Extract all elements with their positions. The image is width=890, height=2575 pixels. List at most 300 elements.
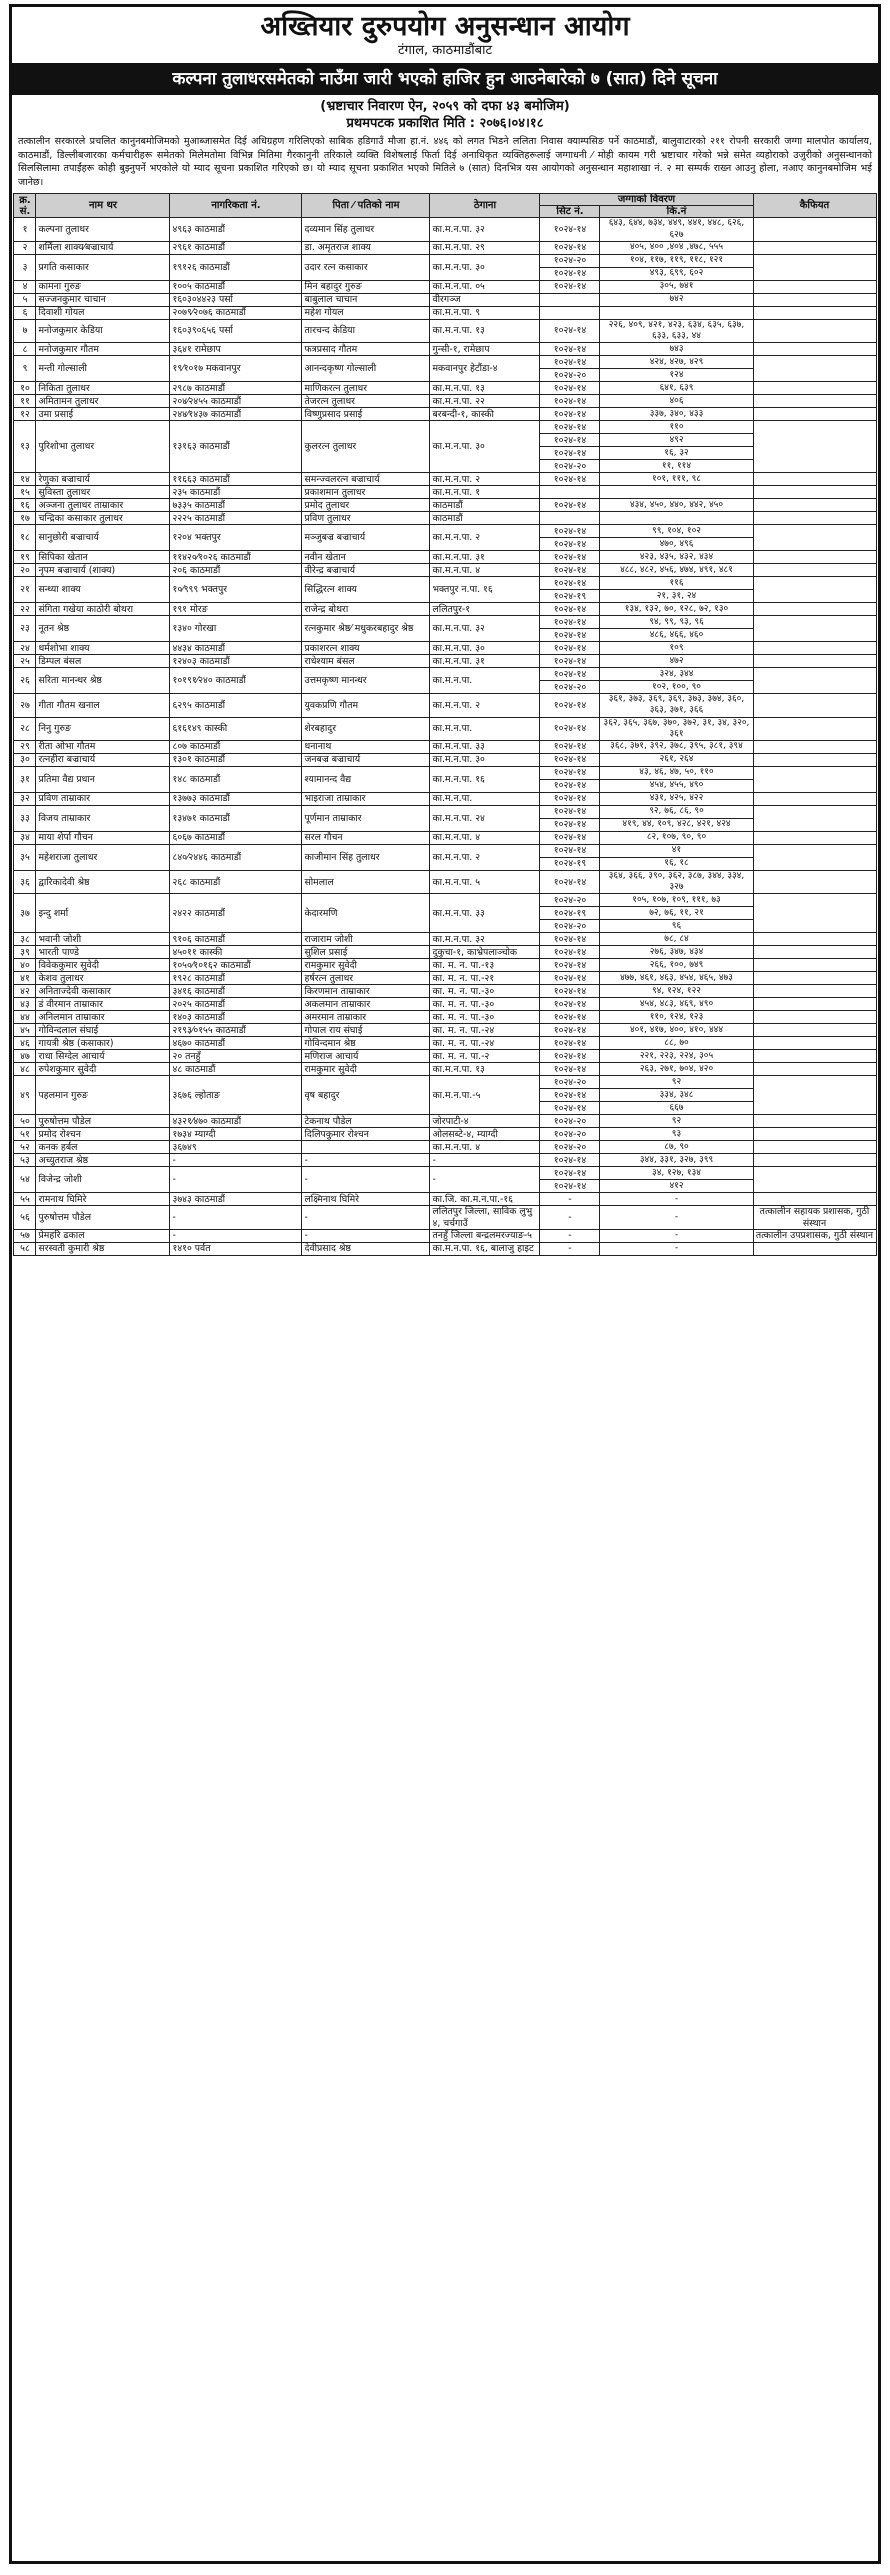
cell-address: का.म.न.पा. ३० <box>430 421 540 473</box>
col-parent: पिता ⁄ पतिको नाम <box>302 194 430 218</box>
cell-kitta: ४०१, ४१७, ४००, ४१०, ४४४ <box>600 1024 753 1037</box>
cell-sheet: १०२४-१४ <box>540 806 600 819</box>
cell-sn: ५१ <box>14 1128 36 1141</box>
cell-name: सुविस्ता तुलाधर <box>36 486 170 499</box>
cell-remarks <box>753 1076 876 1115</box>
cell-kitta: ६६७ <box>600 1102 753 1115</box>
cell-citizenship: २४४⁄१४३७ काठमाडौं <box>170 408 302 421</box>
cell-citizenship: १२४०३ काठमाडौं <box>170 655 302 668</box>
cell-kitta: १०१, १११, ९८ <box>600 473 753 486</box>
cell-address: का. म. न. पा.-१३ <box>430 959 540 972</box>
cell-sn: ९ <box>14 356 36 382</box>
cell-name: सन्ध्या शाक्य <box>36 577 170 603</box>
cell-kitta: ३२४, ३४४ <box>600 668 753 681</box>
cell-name: अनिताज्देवी कसाकार <box>36 985 170 998</box>
cell-sheet: १०२४-२० <box>540 1115 600 1128</box>
publication-date: प्रथमपटक प्रकाशित मिति : २०७६।०४।१८ <box>346 116 544 131</box>
cell-remarks <box>753 1037 876 1050</box>
cell-citizenship: ६१६१४९ कास्की <box>170 717 302 740</box>
cell-name: दिवाशी गोयल <box>36 306 170 319</box>
cell-remarks <box>753 894 876 933</box>
cell-remarks <box>753 694 876 717</box>
cell-remarks <box>753 1154 876 1167</box>
cell-remarks: तत्कालीन उपप्रशासक, गुठी संस्थान <box>753 1229 876 1242</box>
cell-sn: ८ <box>14 343 36 356</box>
cell-parent: सुशिल प्रसाई <box>302 946 430 959</box>
table-row <box>14 1206 876 1229</box>
cell-parent: श्यामानन्द वैद्य <box>302 767 430 793</box>
cell-sheet: १०२४-१४ <box>540 998 600 1011</box>
cell-name: धर्मशोभा शाक्य <box>36 642 170 655</box>
cell-name: निनु गुरुङ <box>36 717 170 740</box>
cell-citizenship: १३७७३ काठमाडौं <box>170 793 302 806</box>
cell-address: का.म.न.पा. १६ <box>430 767 540 793</box>
cell-remarks <box>753 754 876 767</box>
cell-sheet <box>540 306 600 319</box>
cell-sn: ४८ <box>14 1063 36 1076</box>
cell-sheet: १०२४-१४ <box>540 1167 600 1180</box>
cell-sheet: १०२४-१४ <box>540 1102 600 1115</box>
cell-sheet: १०२४-१४ <box>540 1180 600 1193</box>
cell-remarks <box>753 512 876 525</box>
cell-citizenship: १३४० गोरखा <box>170 616 302 642</box>
cell-address: ललितपुर-१ <box>430 603 540 616</box>
cell-address: का.म.न.पा. <box>430 793 540 806</box>
cell-address: काठमाडौं <box>430 499 540 512</box>
cell-citizenship: १७३४ म्याग्दी <box>170 1128 302 1141</box>
cell-sheet: १०२४-२० <box>540 369 600 382</box>
cell-citizenship: ४३२१⁄४७० काठमाडौं <box>170 1115 302 1128</box>
cell-address: मकवानपुर हेटौंडा-४ <box>430 356 540 382</box>
cell-citizenship: १०⁄९९९ भक्तपुर <box>170 577 302 603</box>
cell-remarks <box>753 473 876 486</box>
cell-address: ओलसब्टे-४, म्याग्दी <box>430 1128 540 1141</box>
cell-sheet: १०२४-१४ <box>540 499 600 512</box>
cell-sheet <box>540 512 600 525</box>
cell-sheet: - <box>540 1242 600 1255</box>
cell-sn: १८ <box>14 525 36 551</box>
cell-address: का.म.न.पा. २ <box>430 694 540 717</box>
cell-parent: दिलिपकुमार रोश्चन <box>302 1128 430 1141</box>
cell-citizenship: २९८७ काठमाडौं <box>170 382 302 395</box>
cell-sheet: १०२४-१४ <box>540 267 600 280</box>
cell-name: उमा प्रसाई <box>36 408 170 421</box>
cell-remarks <box>753 1128 876 1141</box>
cell-name: रत्नहीरा बज्राचार्य <box>36 754 170 767</box>
table-row <box>14 871 876 894</box>
table-row <box>14 319 876 342</box>
cell-citizenship: १६०३०४४२३ पर्सा <box>170 293 302 306</box>
cell-name: सज्जनकुमार चाचान <box>36 293 170 306</box>
cell-sheet: १०२४-१४ <box>540 832 600 845</box>
cell-remarks <box>753 293 876 306</box>
cell-sheet <box>540 293 600 306</box>
cell-citizenship: १२०४ भक्तपुर <box>170 525 302 551</box>
cell-address: का.म.न.पा. ३३ <box>430 741 540 754</box>
table-row <box>14 499 876 512</box>
table-row <box>14 741 876 754</box>
cell-name: नूतन श्रेष्ठ <box>36 616 170 642</box>
cell-parent: - <box>302 1229 430 1242</box>
cell-citizenship: १९२८ काठमाडौं <box>170 972 302 985</box>
cell-remarks <box>753 241 876 254</box>
cell-address: - <box>430 1154 540 1167</box>
table-row <box>14 343 876 356</box>
cell-remarks <box>753 806 876 832</box>
cell-address: - <box>430 1167 540 1193</box>
notice-table <box>13 193 876 1256</box>
table-row <box>14 551 876 564</box>
cell-name: कनक हर्बल <box>36 1141 170 1154</box>
cell-sn: ५८ <box>14 1242 36 1255</box>
cell-remarks <box>753 218 876 241</box>
cell-remarks <box>753 655 876 668</box>
cell-address: का.म.न.पा. ९ <box>430 306 540 319</box>
cell-address: बरबन्दी-१, कास्की <box>430 408 540 421</box>
cell-sn: ३५ <box>14 845 36 871</box>
cell-sn: २५ <box>14 655 36 668</box>
cell-address: का.म.न.पा. ३३ <box>430 894 540 933</box>
table-row <box>14 694 876 717</box>
cell-citizenship: १६०३९०६५६ पर्सा <box>170 319 302 342</box>
cell-kitta: ४१ <box>600 845 753 858</box>
cell-kitta: ३३४, ३४८ <box>600 1089 753 1102</box>
cell-sn: ११ <box>14 395 36 408</box>
cell-sheet: १०२४-१४ <box>540 972 600 985</box>
cell-parent: मिन बहादुर गुरुङ <box>302 280 430 293</box>
cell-citizenship: १०५०⁄१०१६२ काठमाडौं <box>170 959 302 972</box>
cell-kitta: ४७२ <box>600 655 753 668</box>
cell-address: का.म.न.पा. ३१ <box>430 655 540 668</box>
cell-parent: प्रकाशरत्न शाक्य <box>302 642 430 655</box>
cell-sn: १ <box>14 218 36 241</box>
cell-sn: १७ <box>14 512 36 525</box>
cell-kitta: १०२, १००, ९० <box>600 681 753 694</box>
cell-sheet: १०२४-१४ <box>540 1011 600 1024</box>
table-row <box>14 1063 876 1076</box>
cell-name: अमितामन तुलाधर <box>36 395 170 408</box>
cell-kitta: - <box>600 1206 753 1229</box>
cell-remarks <box>753 1063 876 1076</box>
cell-kitta: ४९३, ६९९, ६०२ <box>600 267 753 280</box>
table-row <box>14 577 876 590</box>
col-address: ठेगाना <box>430 194 540 218</box>
cell-remarks <box>753 1024 876 1037</box>
table-row <box>14 218 876 241</box>
cell-sn: ५७ <box>14 1229 36 1242</box>
cell-citizenship: - <box>170 1206 302 1229</box>
cell-citizenship: ८४०⁄२४४६ काठमाडौं <box>170 845 302 871</box>
cell-remarks <box>753 408 876 421</box>
cell-parent: किरणमान ताम्राकार <box>302 985 430 998</box>
cell-name: विजय ताम्राकार <box>36 806 170 832</box>
cell-remarks <box>753 421 876 473</box>
cell-remarks <box>753 959 876 972</box>
cell-parent: गोविन्दमान श्रेष्ठ <box>302 1037 430 1050</box>
cell-parent: आनन्दकृष्ण गोल्साली <box>302 356 430 382</box>
cell-address: का. म. न. पा.-२ <box>430 1050 540 1063</box>
cell-citizenship: १३१६३ काठमाडौं <box>170 421 302 473</box>
cell-name: प्रेमहरि ढकाल <box>36 1229 170 1242</box>
cell-parent: अकलमान ताम्राकार <box>302 998 430 1011</box>
cell-sheet: १०२४-१४ <box>540 616 600 629</box>
cell-citizenship: ३४१६ काठमाडौं <box>170 985 302 998</box>
table-row <box>14 985 876 998</box>
cell-remarks <box>753 254 876 280</box>
cell-sheet: १०२४-२० <box>540 681 600 694</box>
cell-sn: २९ <box>14 741 36 754</box>
cell-name: अच्युतराज श्रेष्ठ <box>36 1154 170 1167</box>
table-row <box>14 395 876 408</box>
cell-sn: ४२ <box>14 985 36 998</box>
cell-remarks <box>753 933 876 946</box>
cell-kitta: ९४, ९९, ९३, ९६ <box>600 616 753 629</box>
cell-sheet: १०२४-२० <box>540 254 600 267</box>
cell-parent: सोमलाल <box>302 871 430 894</box>
cell-citizenship: ६२९५ काठमाडौं <box>170 694 302 717</box>
cell-parent: महेश गोयल <box>302 306 430 319</box>
cell-remarks <box>753 845 876 871</box>
cell-name: रेणुका बज्राचार्य <box>36 473 170 486</box>
cell-parent: उदार रत्न कसाकार <box>302 254 430 280</box>
cell-parent: शेरबहादुर <box>302 717 430 740</box>
cell-sheet: १०२४-१४ <box>540 1089 600 1102</box>
cell-kitta: २६६, १००, ७४९ <box>600 959 753 972</box>
cell-name: प्रतिमा वैद्य प्रधान <box>36 767 170 793</box>
cell-address: का.म.न.पा. २९ <box>430 241 540 254</box>
intro-paragraph: तत्कालीन सरकारले प्रचलित कानुनबमोजिमको मुआब्जासमेत दिई अधिग्रहण गरिलिएको साबिक हडिगाउँ मौजा हा.नं. ४४६ को लगत भिडने ललिता निवास क्याम्पसिङ पर्ने काठमाडौं, बालुवाटारको २११ रोपनी सरकारी जग्गा मालपोत कार्यालय, काठमाडौं, डिल्लीबजारका कर्मचारीहरू समेतको मिलेमतोमा विभिन्न मितिमा गैरकानुनी तरिकाले व्यक्ति विशेषलाई फिर्ता दिई अनाधिकृत व्यक्तिहरूलाई जग्गाधनी ⁄ मोही कायम गरी भ्रष्टाचार गरेको भन्ने समेत व्यहोराको उजुरीको अनुसन्धानको सिलसिलामा तपाईंहरू कोही बुझ्नुपर्ने भएकोले यो म्याद सूचना प्रकाशित गरिएको छ। यो म्याद सूचना प्रकाशित भएको मितिले ७ (सात) दिनभित्र यस आयोगको अनुसन्धान महाशाखा नं. २ मा सम्पर्क राख्न आउनु होला, नआए कानुनबमोजिम भई जानेछ। <box>18 136 872 188</box>
table-row <box>14 1128 876 1141</box>
table-row <box>14 1167 876 1180</box>
cell-sheet: १०२४-२० <box>540 1141 600 1154</box>
cell-parent: - <box>302 1154 430 1167</box>
cell-sn: ३० <box>14 754 36 767</box>
cell-sn: २६ <box>14 668 36 694</box>
cell-kitta: ७४३ <box>600 343 753 356</box>
cell-sheet: १०२४-१४ <box>540 780 600 793</box>
cell-kitta <box>600 486 753 499</box>
table-row <box>14 1193 876 1206</box>
col-name: नाम थर <box>36 194 170 218</box>
table-row <box>14 254 876 267</box>
cell-remarks <box>753 356 876 382</box>
cell-citizenship: २४२२ काठमाडौं <box>170 894 302 933</box>
cell-sheet: १०२४-१४ <box>540 629 600 642</box>
cell-parent: मञ्जुबज्र बज्राचार्य <box>302 525 430 551</box>
table-row <box>14 1037 876 1050</box>
cell-kitta: २७६, ३४७, ४३४ <box>600 946 753 959</box>
cell-name: कल्पना तुलाधर <box>36 218 170 241</box>
cell-kitta: ९४, १२४, १२२ <box>600 985 753 998</box>
cell-sn: ४९ <box>14 1076 36 1115</box>
table-row <box>14 616 876 629</box>
cell-name: रीता ओभा गौतम <box>36 741 170 754</box>
cell-name: पुरुषोत्तम पौडेल <box>36 1115 170 1128</box>
cell-address: का.म.न.पा. २ <box>430 525 540 551</box>
cell-sn: १२ <box>14 408 36 421</box>
cell-kitta: - <box>600 1193 753 1206</box>
cell-kitta: १०४, ११७, ११९, ११८, १२१ <box>600 254 753 267</box>
cell-sheet: १०२४-२० <box>540 1076 600 1089</box>
cell-kitta: १६, ३२ <box>600 447 753 460</box>
cell-sheet: १०२४-१४ <box>540 356 600 369</box>
cell-address: भक्तपुर न.पा. १६ <box>430 577 540 603</box>
cell-citizenship: २२२५ काठमाडौं <box>170 512 302 525</box>
cell-kitta: ११०, १२४, १२३ <box>600 1011 753 1024</box>
cell-sheet: १०२४-२० <box>540 894 600 907</box>
cell-parent: वीरेन्द्र बज्राचार्य <box>302 564 430 577</box>
cell-citizenship: - <box>170 1229 302 1242</box>
table-row <box>14 754 876 767</box>
cell-kitta: ४२४, ४२७, ४२९ <box>600 356 753 369</box>
cell-citizenship: २६८ काठमाडौं <box>170 871 302 894</box>
cell-citizenship: १३०१ काठमाडौं <box>170 754 302 767</box>
cell-name: मनोजकुमार केडिया <box>36 319 170 342</box>
cell-remarks <box>753 985 876 998</box>
cell-sheet: १०२४-१४ <box>540 819 600 832</box>
cell-kitta: २२६, ४०९, ४२१, ४२३, ६३४, ६३५, ६३७, ६३३, ६३३, ४४ <box>600 319 753 342</box>
cell-kitta: ४८८, ४८२, ४५६, ४७४, ४९१, ४८१ <box>600 564 753 577</box>
cell-remarks <box>753 486 876 499</box>
cell-name: अञ्जना तुलाधर ताम्राकार <box>36 499 170 512</box>
cell-parent: सरल गौचन <box>302 832 430 845</box>
office-title: अख्तियार दुरुपयोग अनुसन्धान आयोग <box>260 11 630 42</box>
table-row <box>14 1141 876 1154</box>
cell-sn: ५४ <box>14 1167 36 1193</box>
cell-name: विवेककुमार सुवेदी <box>36 959 170 972</box>
cell-address: का.म.न.पा. ३१ <box>430 551 540 564</box>
cell-kitta: ९२ <box>600 1076 753 1089</box>
cell-kitta: ४३४, ४५०, ४४०, ४४२, ४५० <box>600 499 753 512</box>
cell-sn: ५२ <box>14 1141 36 1154</box>
cell-kitta: ९३ <box>600 1128 753 1141</box>
cell-citizenship: ४५०११ कास्की <box>170 946 302 959</box>
cell-kitta: ३४४, ३३१, ३२७, ३९९ <box>600 1154 753 1167</box>
cell-sn: २१ <box>14 577 36 603</box>
cell-sheet: १०२४-१४ <box>540 933 600 946</box>
cell-citizenship: १९⁄१०१७ मकवानपुर <box>170 356 302 382</box>
cell-kitta: २१, ३१, २४ <box>600 590 753 603</box>
table-row <box>14 473 876 486</box>
cell-kitta: ३६४, ३६६, ३९०, ३६२, ३८७, ३४४, ३३४, ३२७ <box>600 871 753 894</box>
cell-sheet: - <box>540 1193 600 1206</box>
cell-kitta: १६, १८ <box>600 858 753 871</box>
cell-sheet: १०२४-१४ <box>540 985 600 998</box>
cell-sheet: - <box>540 1206 600 1229</box>
cell-parent: डा. अमृतराज शाक्य <box>302 241 430 254</box>
table-row <box>14 564 876 577</box>
table-row <box>14 486 876 499</box>
cell-kitta: ८२, १०७, ९०, ९० <box>600 832 753 845</box>
cell-remarks <box>753 343 876 356</box>
cell-kitta: ४५४, ४८३, ४६९, ४९० <box>600 998 753 1011</box>
cell-kitta: १३४, १३२, ७०, १२८, ७२, १३० <box>600 603 753 616</box>
cell-sheet: १०२४-१४ <box>540 767 600 780</box>
cell-name: मनोजकुमार गौतम <box>36 343 170 356</box>
cell-citizenship: ४६७० काठमाडौं <box>170 1037 302 1050</box>
cell-sn: ४१ <box>14 972 36 985</box>
cell-sn: ५ <box>14 293 36 306</box>
cell-remarks <box>753 395 876 408</box>
cell-address: का.म.न.पा. ०५ <box>430 280 540 293</box>
cell-kitta: ७२, ७६, ११, २१ <box>600 907 753 920</box>
cell-remarks <box>753 616 876 642</box>
cell-name: शर्मिला शाक्य⁄बज्राचार्य <box>36 241 170 254</box>
cell-address: का.म.न.पा. १३ <box>430 1063 540 1076</box>
cell-sn: २ <box>14 241 36 254</box>
cell-address: का.म.न.पा. ५ <box>430 871 540 894</box>
cell-kitta: ७४२ <box>600 293 753 306</box>
table-row <box>14 717 876 740</box>
cell-remarks <box>753 499 876 512</box>
cell-sn: १० <box>14 382 36 395</box>
cell-citizenship: २९६१ काठमाडौं <box>170 241 302 254</box>
cell-sheet: १०२४-१४ <box>540 655 600 668</box>
cell-kitta: ७८, ८४ <box>600 933 753 946</box>
cell-remarks <box>753 319 876 342</box>
cell-sheet: १०२४-१४ <box>540 668 600 681</box>
cell-parent: सिद्धिरत्न शाक्य <box>302 577 430 603</box>
cell-remarks <box>753 767 876 793</box>
cell-kitta: ४१९, ४४, १०९, ४२८, ४२१, ४२४ <box>600 819 753 832</box>
cell-kitta: ४५४, ४५५, ४९० <box>600 780 753 793</box>
table-row <box>14 959 876 972</box>
cell-address: का.म.न.पा. <box>430 668 540 694</box>
cell-sheet: १०२४-१४ <box>540 319 600 342</box>
cell-sheet: १०२४-१४ <box>540 741 600 754</box>
table-row <box>14 1242 876 1255</box>
cell-sheet: १०२४-१४ <box>540 525 600 538</box>
cell-citizenship: २०६ काठमाडौं <box>170 564 302 577</box>
act-reference: (भ्रष्टाचार निवारण ऐन, २०५९ को दफा ४३ बमोजिम) <box>320 99 570 114</box>
cell-sheet: - <box>540 1229 600 1242</box>
cell-parent: राधेश्याम बंसल <box>302 655 430 668</box>
cell-citizenship: १०१९१⁄२४० काठमाडौं <box>170 668 302 694</box>
cell-remarks <box>753 382 876 395</box>
cell-sn: ६ <box>14 306 36 319</box>
cell-parent: पूर्णमान ताम्राकार <box>302 806 430 832</box>
cell-remarks <box>753 1050 876 1063</box>
cell-sheet: १०२४-१४ <box>540 871 600 894</box>
cell-kitta: २६३, २७१, ७०४, ४२० <box>600 1063 753 1076</box>
cell-sn: ४ <box>14 280 36 293</box>
cell-citizenship: १४०३ काठमाडौं <box>170 1011 302 1024</box>
table-row <box>14 894 876 907</box>
cell-sn: २० <box>14 564 36 577</box>
cell-name: सिपिका खेतान <box>36 551 170 564</box>
cell-remarks <box>753 280 876 293</box>
cell-sn: ३९ <box>14 946 36 959</box>
cell-address: का. म. न. पा.-२४ <box>430 1024 540 1037</box>
cell-sn: ३८ <box>14 933 36 946</box>
table-row <box>14 306 876 319</box>
cell-kitta: - <box>600 1242 753 1255</box>
cell-parent: केदारमणि <box>302 894 430 933</box>
cell-address: का.म.न.पा. २ <box>430 473 540 486</box>
cell-sheet: १०२४-१४ <box>540 343 600 356</box>
cell-sn: ३२ <box>14 793 36 806</box>
cell-remarks <box>753 972 876 985</box>
cell-parent: गोपाल राय संघाई <box>302 1024 430 1037</box>
cell-sn: ४४ <box>14 1011 36 1024</box>
table-row <box>14 356 876 369</box>
table-row <box>14 946 876 959</box>
cell-name: नृपम बज्राचार्य (शाक्य) <box>36 564 170 577</box>
cell-name: संगिता गखेया काठोरी बोथरा <box>36 603 170 616</box>
cell-sn: १६ <box>14 499 36 512</box>
table-row <box>14 293 876 306</box>
cell-citizenship: १४१० पर्वत <box>170 1242 302 1255</box>
